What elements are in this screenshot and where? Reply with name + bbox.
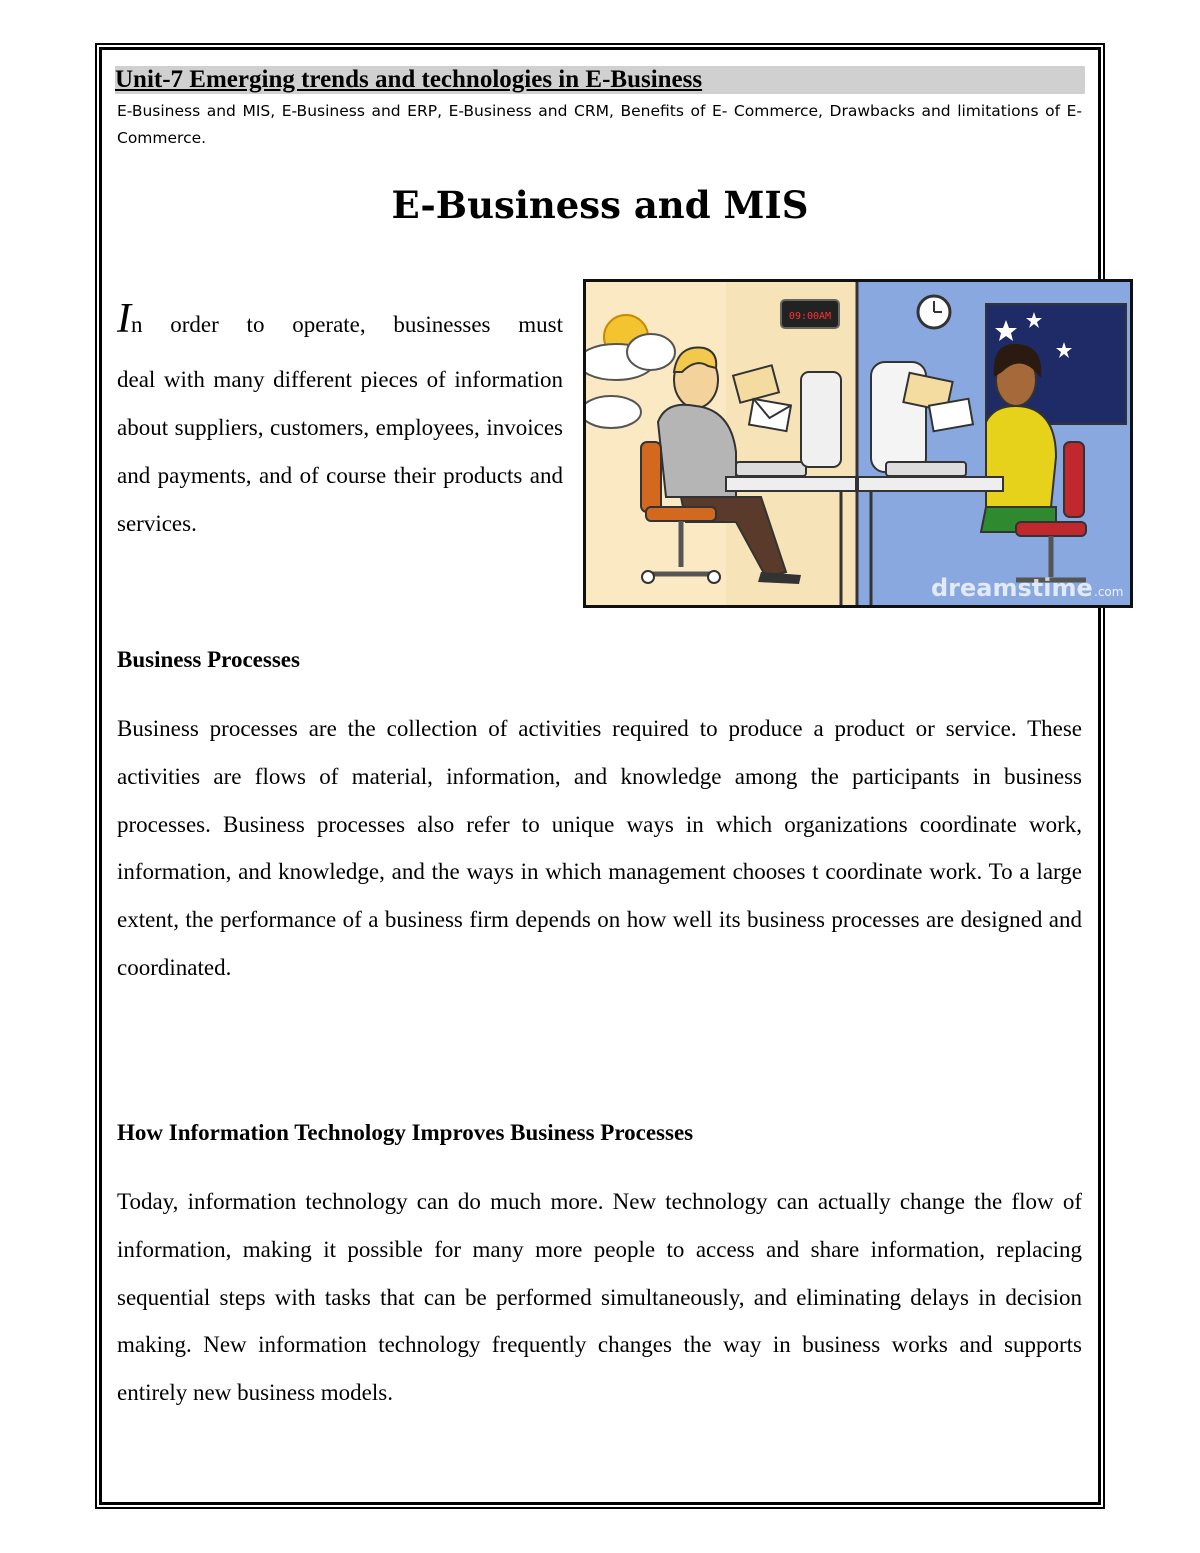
digital-clock-text: 09:00AM [788,311,832,322]
paragraph-it-improves-processes: Today, information technology can do much more. New technology can actually change the flow of information, making it possible for many more people to access and share information, replacing sequential steps with tasks that can be performed simultaneously, and eliminating delays in decision making. New information technology frequently changes the way in business works and supports entirely new business models. [117,1189,1082,1406]
intro-rest: deal with many different pieces of information about suppliers, customers, employees, invoices and payments, and of course their products and services. [117,367,563,536]
heading-it-improves-processes: How Information Technology Improves Business Processes [117,1120,694,1145]
intro-paragraph [117,288,563,548]
paragraph-business-processes: Business processes are the collection of activities required to produce a product or service. These activities are flows of material, information, and knowledge among the participants in business processes. Business processes also refer to unique ways in which organizations coordinate work, information, and knowledge, and the ways in which management chooses t coordinate work. To a large extent, the performance of a business firm depends on how well its business processes are designed and coordinated. [117,716,1082,980]
office-day-night-illustration [583,279,1133,608]
unit-topics: E-Business and MIS, E-Business and ERP, E-Business and CRM, Benefits of E- Commerce, Drawbacks and limitations of E-Commerce. [117,102,1082,147]
unit-title: Unit-7 Emerging trends and technologies in E-Business [115,66,1085,94]
heading-business-processes: Business Processes [117,647,300,672]
drop-cap: I [117,296,131,342]
watermark-suffix: .com [1094,585,1124,599]
intro-first-line: n order to operate, businesses must [131,312,563,337]
watermark-text: dreamstime [931,574,1093,602]
page-title: E-Business and MIS [391,183,809,227]
